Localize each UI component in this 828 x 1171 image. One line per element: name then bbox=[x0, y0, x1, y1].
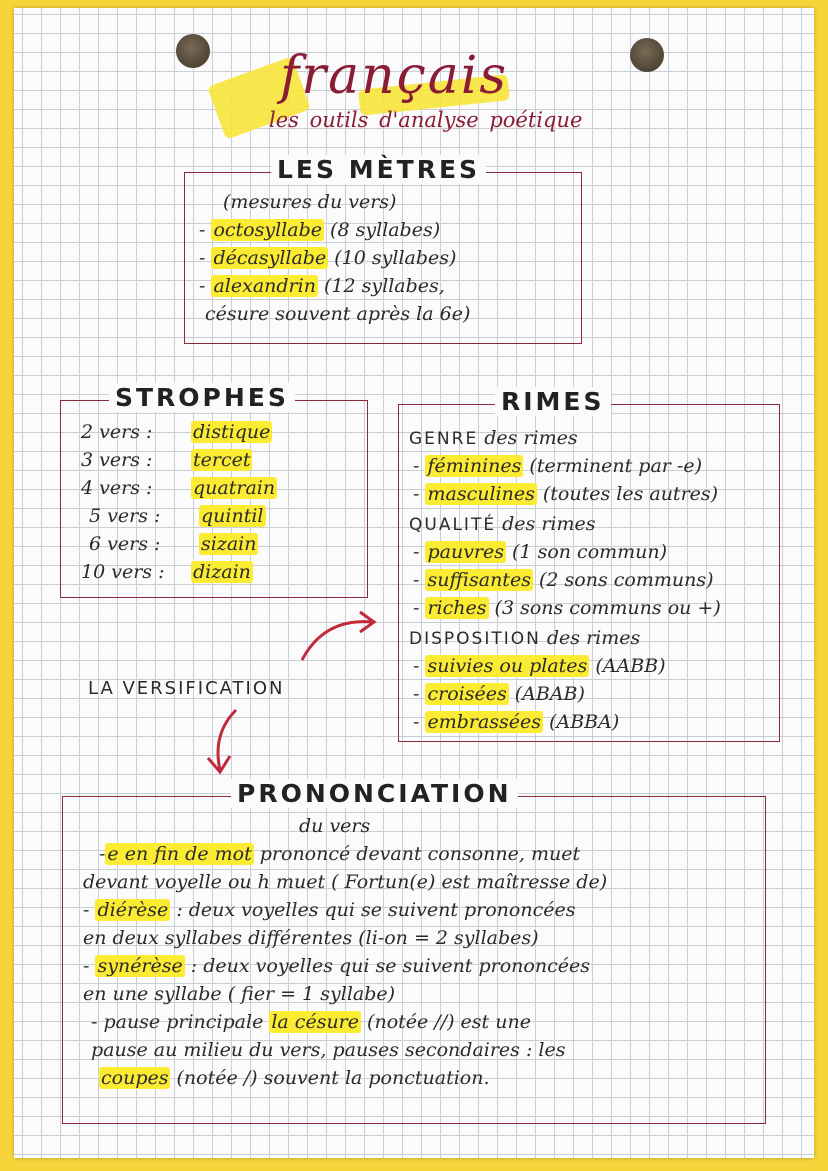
strophe-name: tercet bbox=[193, 449, 251, 471]
rime-item: - suivies ou plates (AABB) bbox=[413, 655, 666, 677]
strophe-count: 2 vers : bbox=[81, 421, 153, 443]
strophe-row bbox=[81, 449, 252, 471]
metres-title: LES MÈTRES bbox=[271, 155, 486, 184]
term-highlight: synérèse bbox=[97, 955, 183, 977]
metres-line-3: - alexandrin (12 syllabes, bbox=[199, 275, 445, 297]
term-highlight: coupes bbox=[101, 1067, 169, 1089]
page-subtitle: les outils d'analyse poétique bbox=[269, 108, 583, 132]
punch-hole-left bbox=[176, 34, 210, 68]
rime-item: - féminines (terminent par -e) bbox=[413, 455, 702, 477]
rimes-title: RIMES bbox=[495, 387, 611, 416]
pron-line-3: - diérèse : deux voyelles qui se suivent prononcées bbox=[83, 899, 576, 921]
metres-line-1: - octosyllabe (8 syllabes) bbox=[199, 219, 441, 241]
prononciation-subtitle: du vers bbox=[299, 815, 371, 837]
strophes-title: STROPHES bbox=[109, 383, 295, 412]
rime-item: - suffisantes (2 sons communs) bbox=[413, 569, 714, 591]
strophe-name: quatrain bbox=[193, 477, 276, 499]
strophe-row bbox=[81, 477, 277, 499]
strophe-name: distique bbox=[193, 421, 271, 443]
rime-item: - pauvres (1 son commun) bbox=[413, 541, 668, 563]
rime-term: suffisantes bbox=[427, 569, 531, 591]
rime-term: masculines bbox=[427, 483, 535, 505]
strophe-row bbox=[89, 505, 266, 527]
strophe-count: 6 vers : bbox=[89, 533, 161, 555]
metres-line-4: césure souvent après la 6e) bbox=[205, 303, 471, 325]
rime-term: croisées bbox=[427, 683, 507, 705]
strophe-row bbox=[89, 533, 258, 555]
pron-line-5: - synérèse : deux voyelles qui se suivent prononcées bbox=[83, 955, 590, 977]
punch-hole-right bbox=[630, 38, 664, 72]
rime-item: - embrassées (ABBA) bbox=[413, 711, 620, 733]
strophes-box bbox=[60, 383, 368, 598]
rime-item: - masculines (toutes les autres) bbox=[413, 483, 719, 505]
strophe-name: quintil bbox=[201, 505, 264, 527]
strophe-name: dizain bbox=[193, 561, 251, 583]
metres-line-2: - décasyllabe (10 syllabes) bbox=[199, 247, 457, 269]
rimes-disposition-heading: DISPOSITION des rimes bbox=[409, 627, 641, 649]
rimes-box bbox=[398, 387, 780, 742]
strophe-row bbox=[81, 561, 253, 583]
versification-label: LA VERSIFICATION bbox=[88, 678, 285, 699]
rime-term: embrassées bbox=[427, 711, 542, 733]
term-highlight: diérèse bbox=[97, 899, 169, 921]
pron-line-7: - pause principale la césure (notée //) est une bbox=[91, 1011, 531, 1033]
pron-line-9: coupes (notée /) souvent la ponctuation. bbox=[101, 1067, 490, 1089]
strophe-count: 5 vers : bbox=[89, 505, 161, 527]
strophe-count: 3 vers : bbox=[81, 449, 153, 471]
prononciation-box bbox=[62, 779, 766, 1124]
notebook-page bbox=[14, 8, 814, 1158]
rime-term: pauvres bbox=[427, 541, 505, 563]
metre-name: décasyllabe bbox=[213, 247, 327, 269]
pron-line-6: en une syllabe ( fier = 1 syllabe) bbox=[83, 983, 396, 1005]
prononciation-title: PRONONCIATION bbox=[231, 779, 518, 808]
pron-line-1: - e en fin de mot prononcé devant consonne, muet bbox=[99, 843, 581, 865]
term-highlight: la césure bbox=[271, 1011, 360, 1033]
page-title: français bbox=[279, 46, 509, 106]
term-highlight: e en fin de mot bbox=[107, 843, 252, 865]
rime-term: féminines bbox=[427, 455, 522, 477]
pron-line-2: devant voyelle ou h muet ( Fortun(e) est maîtresse de) bbox=[83, 871, 608, 893]
rimes-genre-heading: GENRE des rimes bbox=[409, 427, 578, 449]
metre-name: octosyllabe bbox=[213, 219, 322, 241]
arrow-to-rimes-icon bbox=[294, 608, 384, 668]
rime-term: suivies ou plates bbox=[427, 655, 588, 677]
rime-term: riches bbox=[427, 597, 487, 619]
strophe-count: 10 vers : bbox=[81, 561, 165, 583]
strophe-row bbox=[81, 421, 272, 443]
metre-name: alexandrin bbox=[213, 275, 316, 297]
rimes-qualite-heading: QUALITÉ des rimes bbox=[409, 513, 596, 535]
pron-line-8: pause au milieu du vers, pauses secondaires : les bbox=[91, 1039, 566, 1061]
rime-item: - croisées (ABAB) bbox=[413, 683, 585, 705]
strophe-name: sizain bbox=[201, 533, 257, 555]
metres-box bbox=[184, 155, 582, 344]
metres-line-0: (mesures du vers) bbox=[223, 191, 397, 213]
arrow-to-prononciation-icon bbox=[202, 704, 252, 780]
pron-line-4: en deux syllabes différentes (li-on = 2 syllabes) bbox=[83, 927, 539, 949]
strophe-count: 4 vers : bbox=[81, 477, 153, 499]
rime-item: - riches (3 sons communs ou +) bbox=[413, 597, 721, 619]
